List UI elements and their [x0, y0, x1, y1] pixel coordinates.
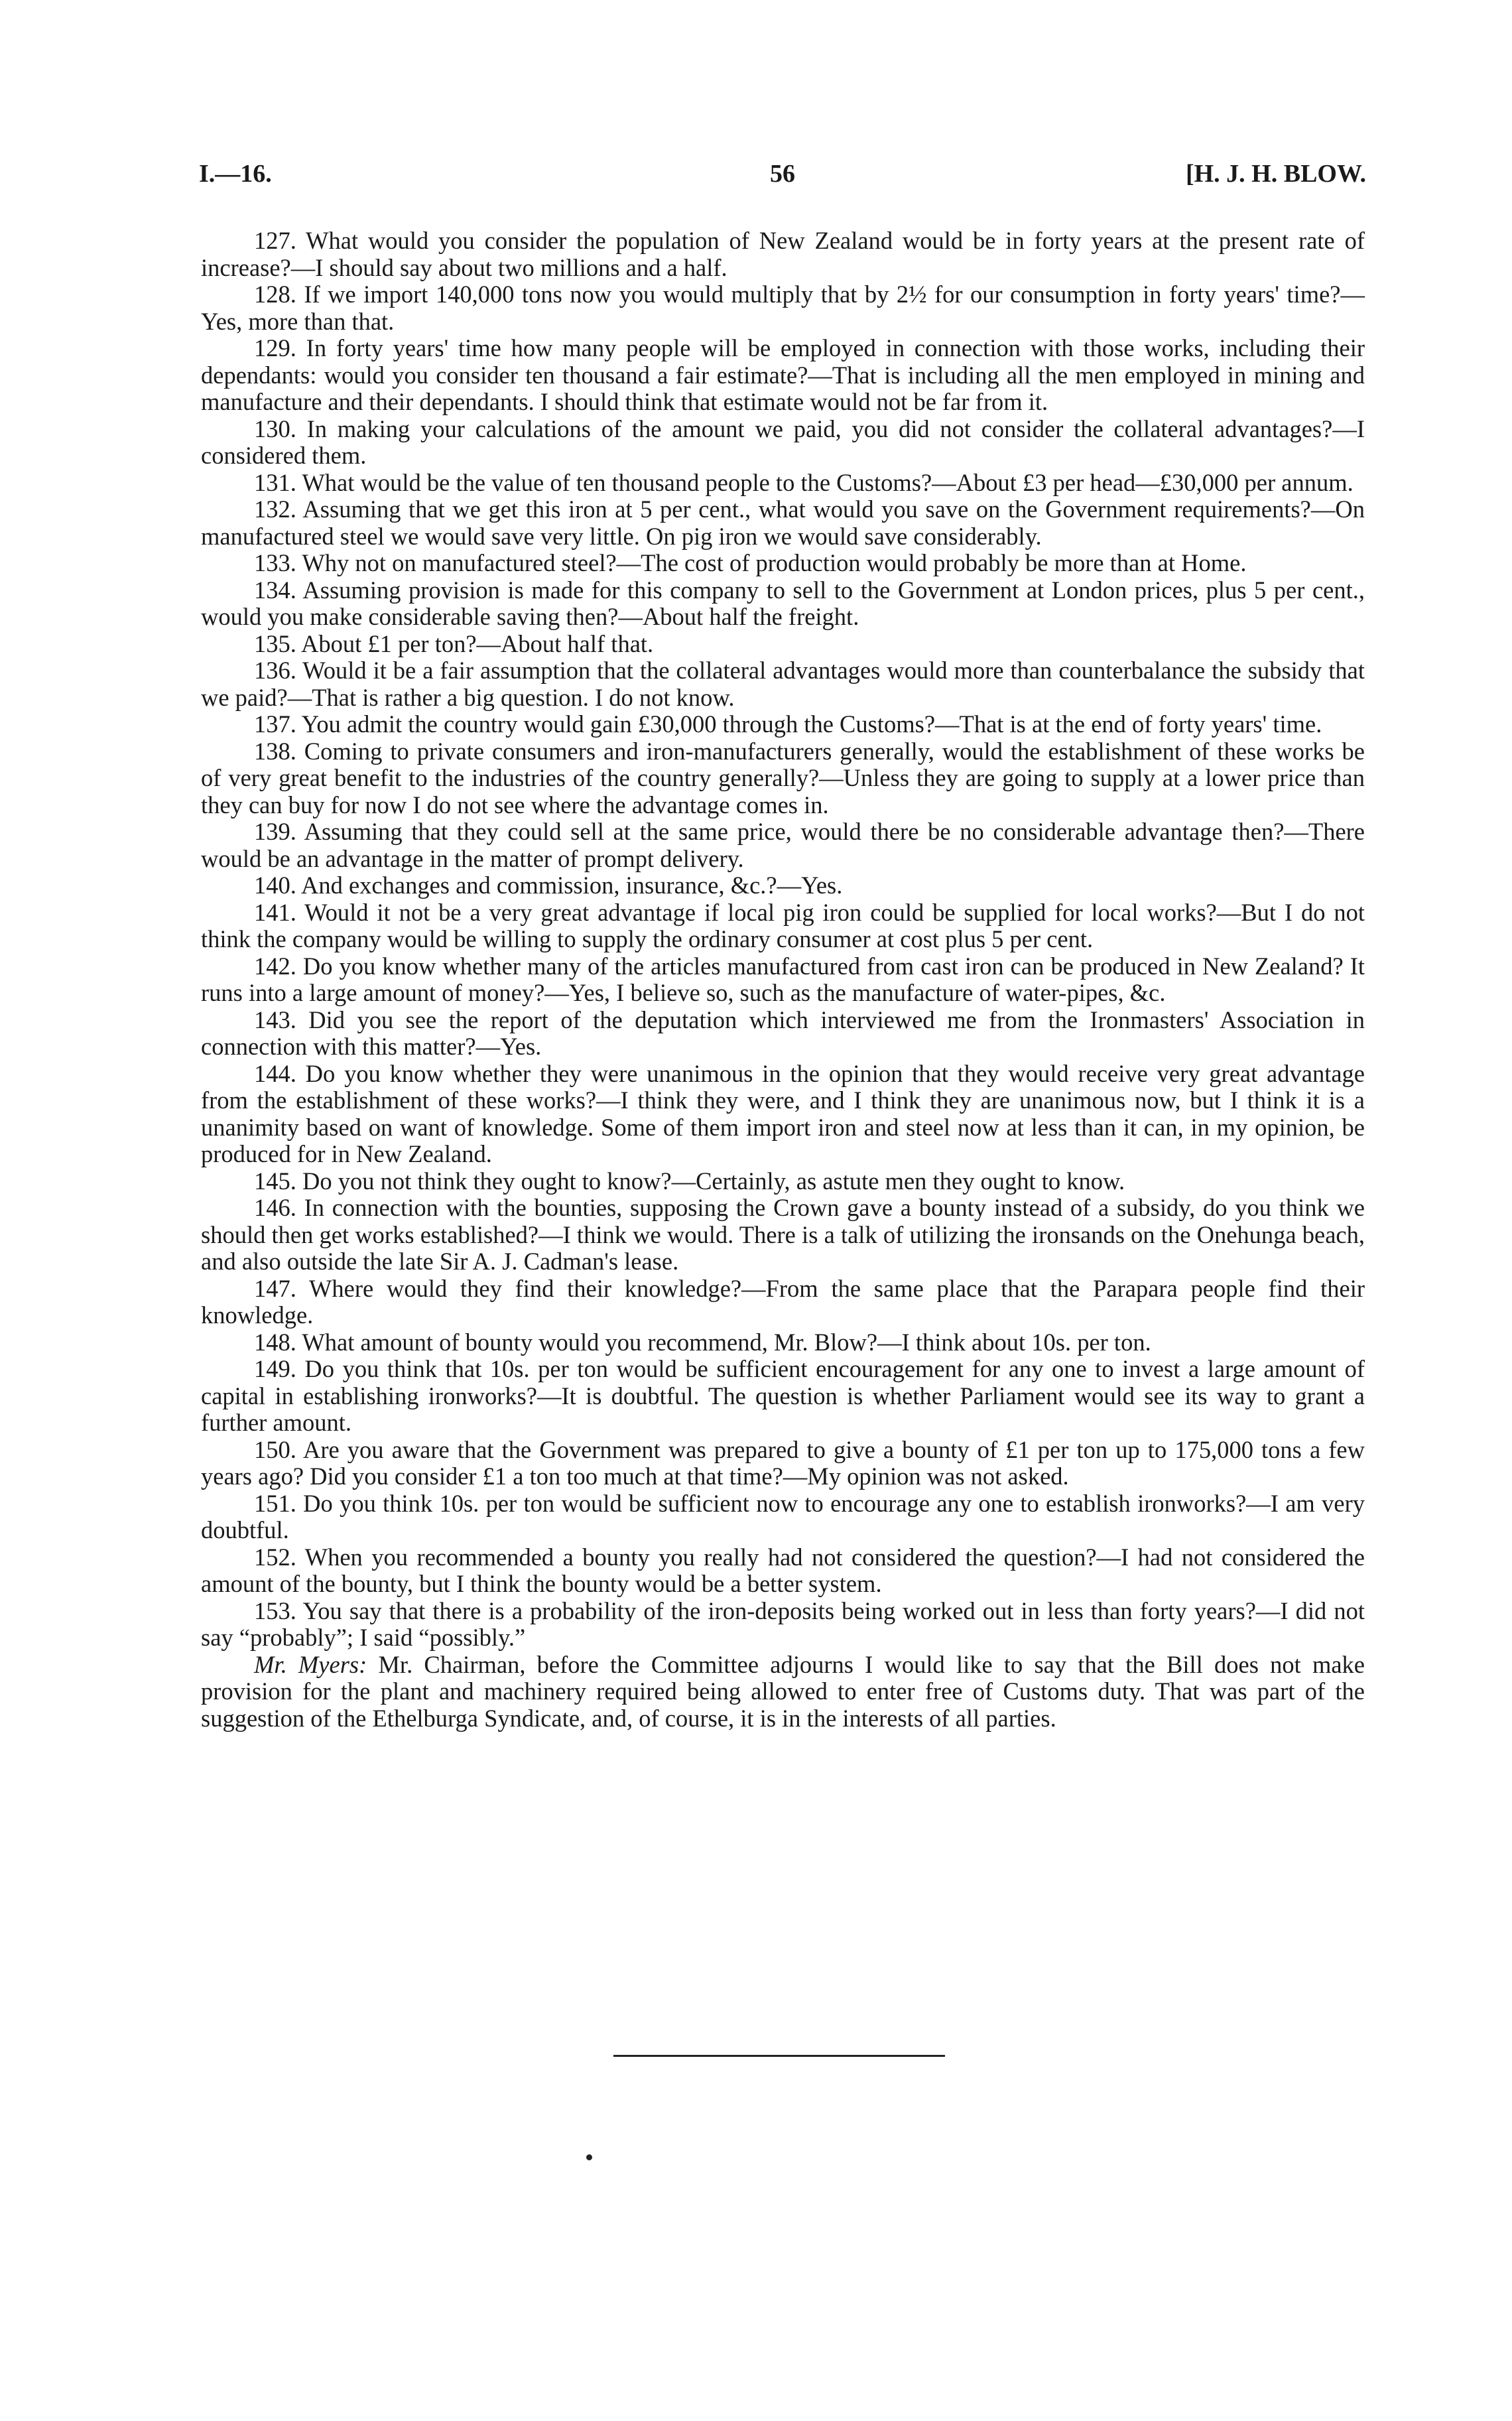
page-header [199, 159, 1366, 206]
question-136: 136. Would it be a fair assumption that the collateral advantages would more than counterbalance the subsidy that we paid?—That is rather a big question. I do not know. [201, 657, 1365, 711]
question-131: 131. What would be the value of ten thousand people to the Customs?—About £3 per head—£30,000 per annum. [254, 468, 1354, 496]
question-135: 135. About £1 per ton?—About half that. [254, 629, 654, 657]
question-142: 142. Do you know whether many of the articles manufactured from cast iron can be produced in New Zealand? It runs into a large amount of money?—Yes, I believe so, such as the manufacture of water-pipes, &c. [201, 952, 1365, 1006]
question-129: 129. In forty years' time how many people will be employed in connection with those works, including their dependants: would you consider ten thousand a fair estimate?—That is including all the men employed in mining and manufacture and their dependants. I should think that estimate would not be far from it. [201, 334, 1365, 415]
question-153: 153. You say that there is a probability of the iron-deposits being worked out in less than forty years?—I did not say “probably”; I said “possibly.” [201, 1597, 1365, 1651]
question-140: 140. And exchanges and commission, insurance, &c.?—Yes. [254, 872, 843, 899]
question-145: 145. Do you not think they ought to know?—Certainly, as astute men they ought to know. [254, 1167, 1125, 1195]
question-128: 128. If we import 140,000 tons now you would multiply that by 2½ for our consumption in forty years' time?—Yes, more than that. [201, 281, 1365, 335]
question-139: 139. Assuming that they could sell at the same price, would there be no considerable advantage then?—There would be an advantage in the matter of prompt delivery. [201, 818, 1365, 872]
question-144: 144. Do you know whether they were unanimous in the opinion that they would receive very great advantage from the establishment of these works?—I think they were, and I think they are unanimous now, but I think it is a unanimity based on want of knowledge. Some of them import iron and steel now at less than it can, in my opinion, be produced for in New Zealand. [201, 1059, 1365, 1167]
question-137: 137. You admit the country would gain £30,000 through the Customs?—That is at the end of forty years' time. [254, 710, 1322, 738]
ink-dot [586, 2154, 592, 2160]
question-138: 138. Coming to private consumers and iron-manufacturers generally, would the establishment of these works be of very great benefit to the industries of the country generally?—Unless they are going to supply at a lower price than they can buy for now I do not see where the advantage comes in. [201, 737, 1365, 818]
question-134: 134. Assuming provision is made for this company to sell to the Government at London prices, plus 5 per cent., would you make considerable saving then?—About half the freight. [201, 576, 1365, 630]
transcript-body [201, 228, 1365, 1732]
question-149: 149. Do you think that 10s. per ton would be sufficient encouragement for any one to invest a large amount of capital in establishing ironworks?—It is doubtful. The question is whether Parliament would see its way to grant a further amount. [201, 1355, 1365, 1436]
closing-text: Mr. Chairman, before the Committee adjourns I would like to say that the Bill does not make provision for the plant and machinery required being allowed to enter free of Customs duty. That was part of the suggestion of the Ethelburga Syndicate, and, of course, it is in the interests of all parties. [201, 1650, 1365, 1732]
question-132: 132. Assuming that we get this iron at 5 per cent., what would you save on the Government requirements?—On manufactured steel we would save very little. On pig iron we would save considerably. [201, 495, 1365, 550]
paper-reference: I.—16. [199, 160, 272, 188]
question-146: 146. In connection with the bounties, supposing the Crown gave a bounty instead of a subsidy, do you think we should then get works established?—I think we would. There is a talk of utilizing the ironsands on the Onehunga beach, and also outside the late Sir A. J. Cadman's lease. [201, 1194, 1365, 1275]
page-number: 56 [770, 160, 795, 188]
speaker-name: Mr. Myers: [254, 1650, 367, 1678]
end-rule [613, 2055, 945, 2057]
question-133: 133. Why not on manufactured steel?—The cost of production would probably be more than at Home. [254, 549, 1247, 576]
question-130: 130. In making your calculations of the amount we paid, you did not consider the collateral advantages?—I considered them. [201, 415, 1365, 469]
witness-name: [H. J. H. BLOW. [1185, 160, 1366, 188]
question-127: 127. What would you consider the population of New Zealand would be in forty years at the present rate of increase?—I should say about two millions and a half. [201, 227, 1365, 281]
question-152: 152. When you recommended a bounty you really had not considered the question?—I had not considered the amount of the bounty, but I think the bounty would be a better system. [201, 1543, 1365, 1597]
question-150: 150. Are you aware that the Government was prepared to give a bounty of £1 per ton up to 175,000 tons a few years ago? Did you consider £1 a ton too much at that time?—My opinion was not asked. [201, 1435, 1365, 1490]
question-141: 141. Would it not be a very great advantage if local pig iron could be supplied for local works?—But I do not think the company would be willing to supply the ordinary consumer at cost plus 5 per cent. [201, 898, 1365, 952]
question-148: 148. What amount of bounty would you recommend, Mr. Blow?—I think about 10s. per ton. [254, 1328, 1151, 1356]
question-147: 147. Where would they find their knowledge?—From the same place that the Parapara people find their knowledge. [201, 1274, 1365, 1329]
question-143: 143. Did you see the report of the deputation which interviewed me from the Ironmasters' Association in connection with this matter?—Yes. [201, 1006, 1365, 1060]
question-151: 151. Do you think 10s. per ton would be sufficient now to encourage any one to establish ironworks?—I am very doubtful. [201, 1489, 1365, 1543]
closing-statement [201, 1652, 1365, 1733]
